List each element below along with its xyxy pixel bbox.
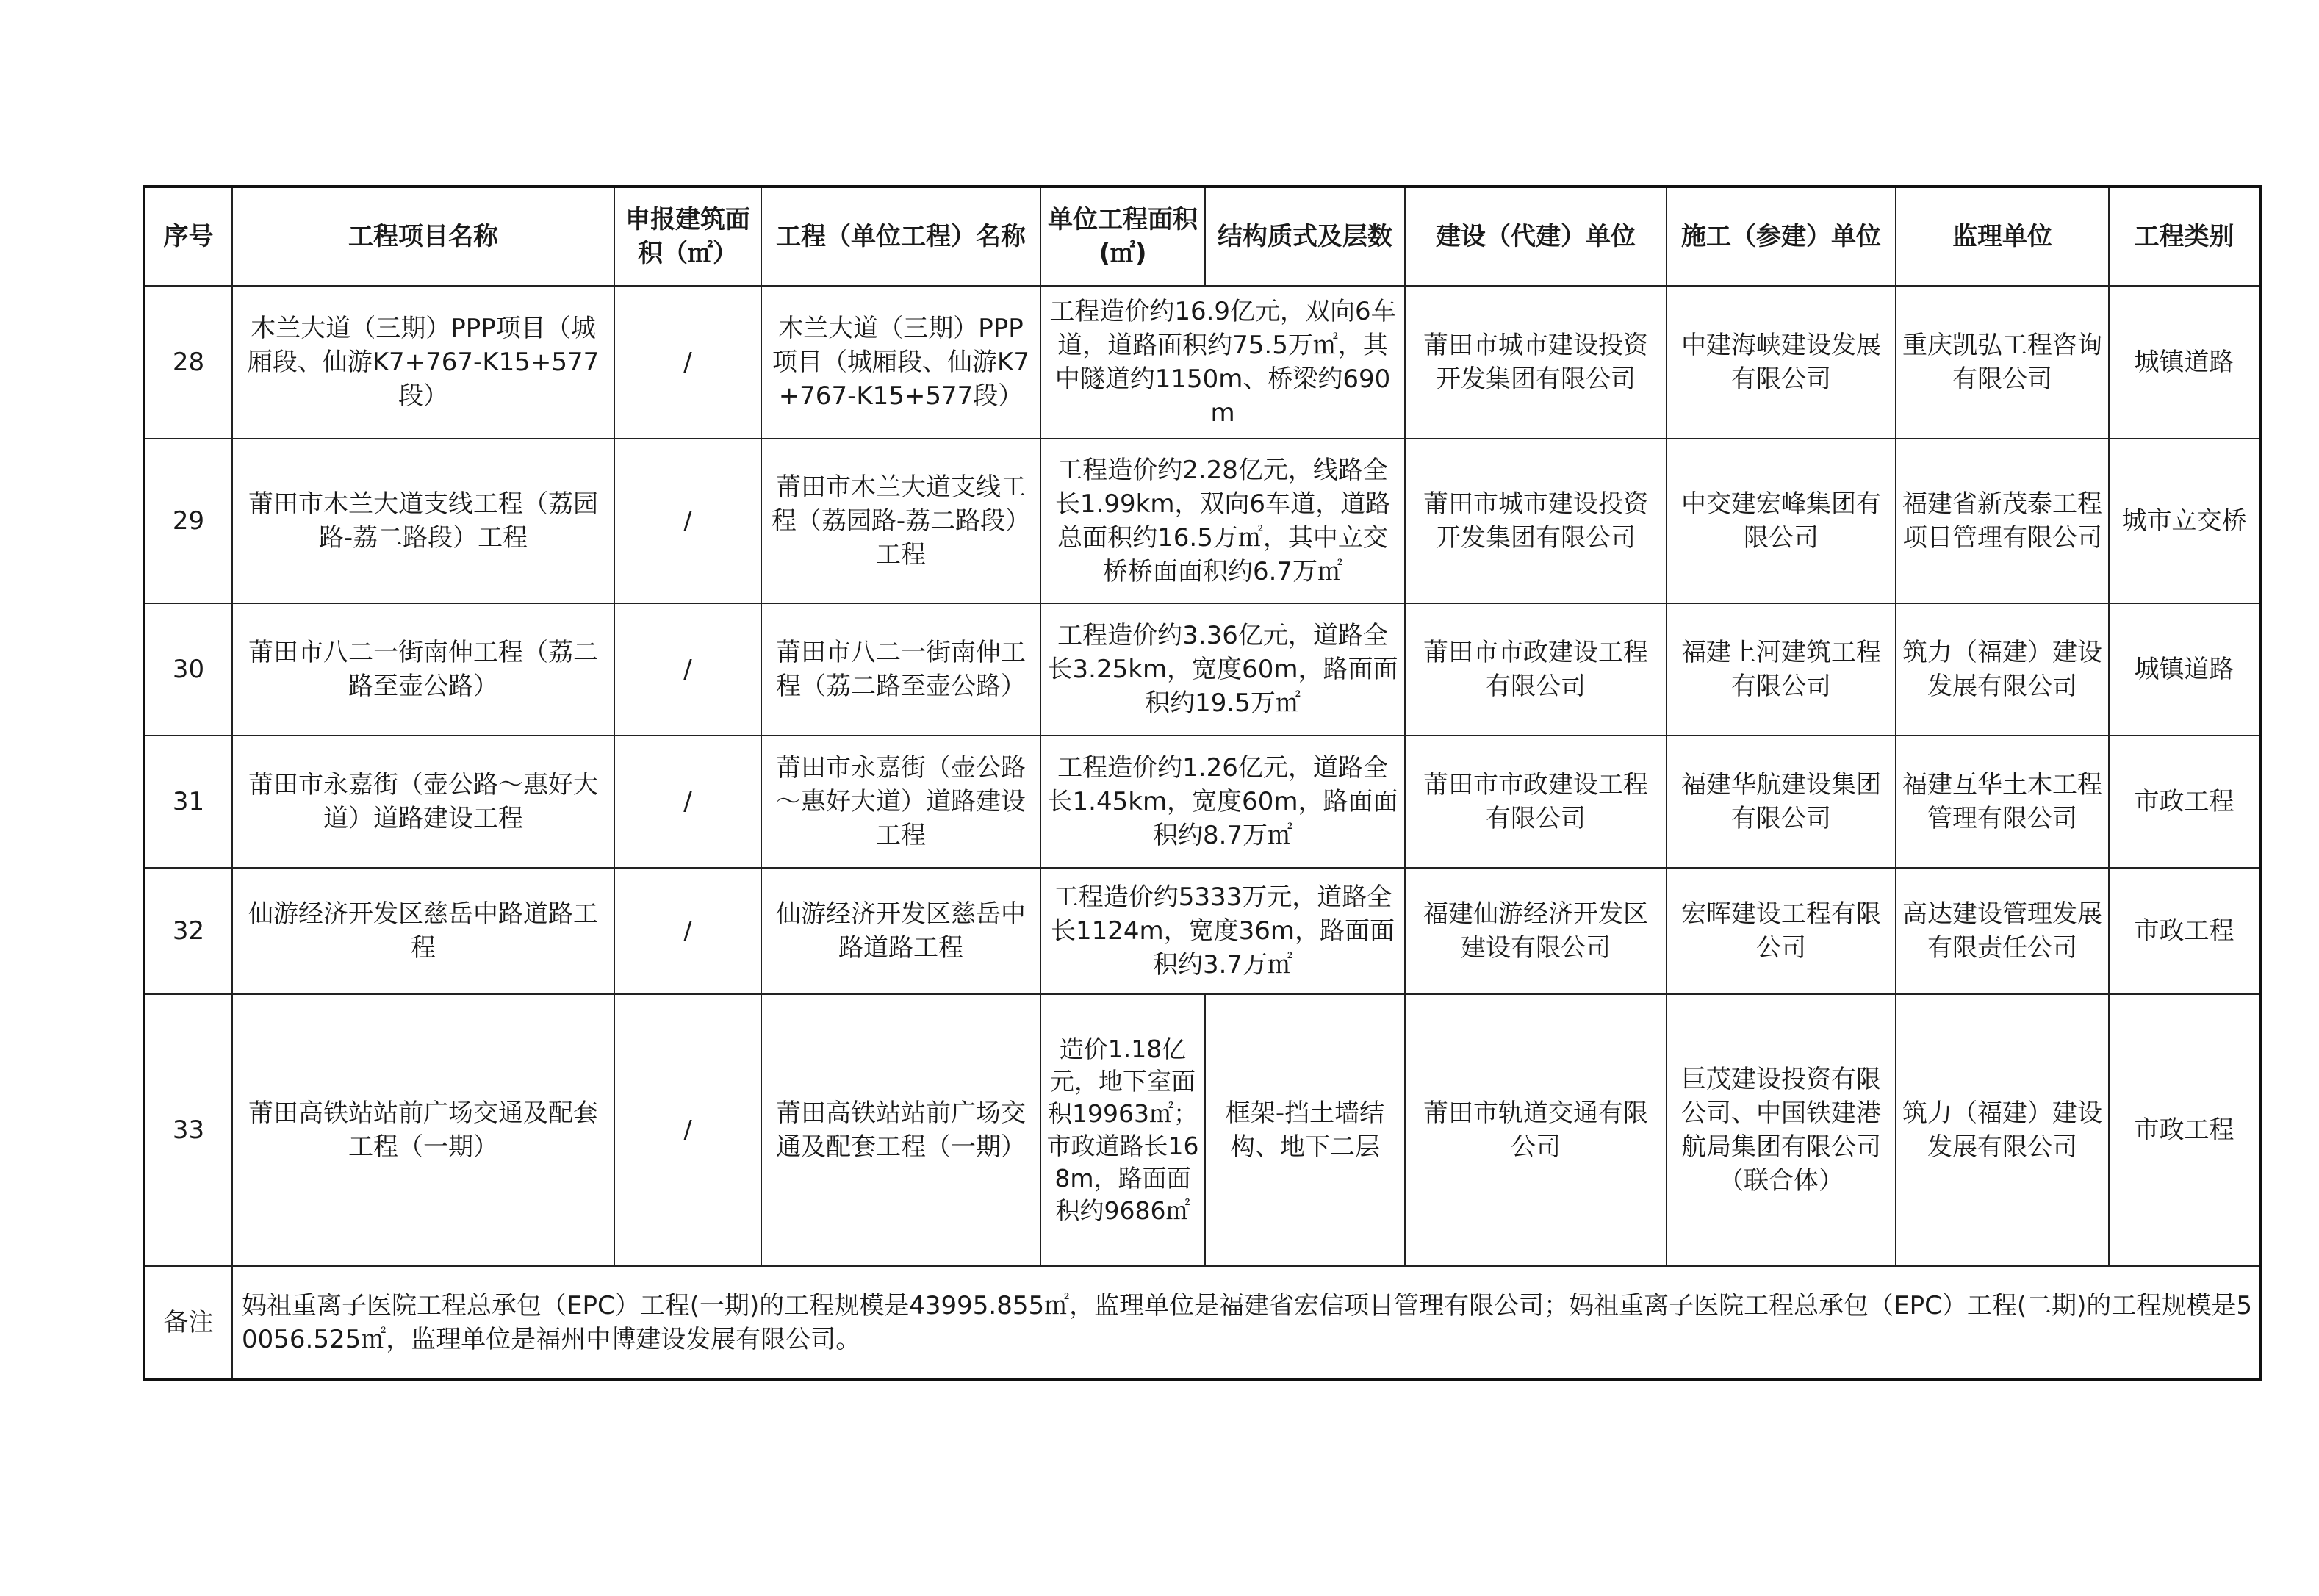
table-row: [144, 439, 2260, 603]
cell-declared-area: /: [614, 286, 761, 439]
remark-row: [144, 1266, 2260, 1380]
cell-scale: 工程造价约5333万元，道路全长1124m，宽度36m，路面面积约3.7万㎡: [1040, 868, 1405, 994]
cell-scale: 工程造价约2.28亿元，线路全长1.99km，双向6车道，道路总面积约16.5万㎡，其中立交桥桥面面积约6.7万㎡: [1040, 439, 1405, 603]
header-declared-area: 申报建筑面积（㎡）: [614, 187, 761, 286]
header-unit-project: 工程（单位工程）名称: [761, 187, 1040, 286]
cell-seq: 29: [144, 439, 232, 603]
cell-constructor: 福建华航建设集团有限公司: [1667, 736, 1896, 868]
header-category: 工程类别: [2109, 187, 2260, 286]
cell-category: 市政工程: [2109, 994, 2260, 1266]
cell-constructor: 巨茂建设投资有限公司、中国铁建港航局集团有限公司（联合体）: [1667, 994, 1896, 1266]
cell-builder: 莆田市市政建设工程有限公司: [1405, 736, 1667, 868]
cell-unit-project: 莆田市木兰大道支线工程（荔园路-荔二路段）工程: [761, 439, 1040, 603]
cell-unit-project: 莆田市八二一街南伸工程（荔二路至壶公路）: [761, 603, 1040, 736]
cell-builder: 莆田市市政建设工程有限公司: [1405, 603, 1667, 736]
cell-category: 市政工程: [2109, 736, 2260, 868]
cell-seq: 33: [144, 994, 232, 1266]
cell-declared-area: /: [614, 736, 761, 868]
cell-category: 城镇道路: [2109, 286, 2260, 439]
cell-supervisor: 福建互华土木工程管理有限公司: [1896, 736, 2109, 868]
cell-declared-area: /: [614, 994, 761, 1266]
cell-category: 城镇道路: [2109, 603, 2260, 736]
cell-unit-area: 造价1.18亿元，地下室面积19963㎡；市政道路长168m，路面面积约9686㎡: [1040, 994, 1205, 1266]
header-supervisor: 监理单位: [1896, 187, 2109, 286]
remark-label: 备注: [144, 1266, 232, 1380]
header-row: [144, 187, 2260, 286]
cell-scale: 工程造价约1.26亿元，道路全长1.45km，宽度60m，路面面积约8.7万㎡: [1040, 736, 1405, 868]
project-table: [143, 185, 2262, 1381]
cell-scale: 工程造价约16.9亿元，双向6车道，道路面积约75.5万㎡，其中隧道约1150m、桥梁约690m: [1040, 286, 1405, 439]
cell-unit-project: 莆田市永嘉街（壶公路～惠好大道）道路建设工程: [761, 736, 1040, 868]
cell-builder: 福建仙游经济开发区建设有限公司: [1405, 868, 1667, 994]
cell-supervisor: 福建省新茂泰工程项目管理有限公司: [1896, 439, 2109, 603]
cell-seq: 28: [144, 286, 232, 439]
cell-seq: 32: [144, 868, 232, 994]
table-row: [144, 286, 2260, 439]
header-builder: 建设（代建）单位: [1405, 187, 1667, 286]
cell-project-name: 莆田高铁站站前广场交通及配套工程（一期）: [232, 994, 614, 1266]
cell-constructor: 中建海峡建设发展有限公司: [1667, 286, 1896, 439]
cell-project-name: 莆田市八二一街南伸工程（荔二路至壶公路）: [232, 603, 614, 736]
cell-supervisor: 重庆凯弘工程咨询有限公司: [1896, 286, 2109, 439]
cell-unit-project: 木兰大道（三期）PPP项目（城厢段、仙游K7+767-K15+577段）: [761, 286, 1040, 439]
cell-project-name: 木兰大道（三期）PPP项目（城厢段、仙游K7+767-K15+577段）: [232, 286, 614, 439]
cell-supervisor: 高达建设管理发展有限责任公司: [1896, 868, 2109, 994]
header-constructor: 施工（参建）单位: [1667, 187, 1896, 286]
table-row: [144, 868, 2260, 994]
project-table-sheet: [143, 185, 2259, 1381]
header-unit-area: 单位工程面积(㎡): [1040, 187, 1205, 286]
cell-seq: 31: [144, 736, 232, 868]
cell-project-name: 仙游经济开发区慈岳中路道路工程: [232, 868, 614, 994]
cell-builder: 莆田市轨道交通有限公司: [1405, 994, 1667, 1266]
cell-constructor: 福建上河建筑工程有限公司: [1667, 603, 1896, 736]
table-row: [144, 736, 2260, 868]
cell-supervisor: 筑力（福建）建设发展有限公司: [1896, 994, 2109, 1266]
cell-project-name: 莆田市永嘉街（壶公路～惠好大道）道路建设工程: [232, 736, 614, 868]
cell-builder: 莆田市城市建设投资开发集团有限公司: [1405, 286, 1667, 439]
cell-project-name: 莆田市木兰大道支线工程（荔园路-荔二路段）工程: [232, 439, 614, 603]
cell-structure: 框架-挡土墙结构、地下二层: [1205, 994, 1405, 1266]
header-project-name: 工程项目名称: [232, 187, 614, 286]
header-seq: 序号: [144, 187, 232, 286]
cell-declared-area: /: [614, 603, 761, 736]
cell-category: 城市立交桥: [2109, 439, 2260, 603]
header-structure: 结构质式及层数: [1205, 187, 1405, 286]
cell-unit-project: 仙游经济开发区慈岳中路道路工程: [761, 868, 1040, 994]
cell-supervisor: 筑力（福建）建设发展有限公司: [1896, 603, 2109, 736]
remark-text: 妈祖重离子医院工程总承包（EPC）工程(一期)的工程规模是43995.855㎡，监理单位是福建省宏信项目管理有限公司；妈祖重离子医院工程总承包（EPC）工程(二期)的工程规模是50056.525㎡，监理单位是福州中博建设发展有限公司。: [232, 1266, 2260, 1380]
cell-builder: 莆田市城市建设投资开发集团有限公司: [1405, 439, 1667, 603]
cell-category: 市政工程: [2109, 868, 2260, 994]
cell-unit-project: 莆田高铁站站前广场交通及配套工程（一期）: [761, 994, 1040, 1266]
table-row: [144, 994, 2260, 1266]
cell-constructor: 宏晖建设工程有限公司: [1667, 868, 1896, 994]
cell-declared-area: /: [614, 439, 761, 603]
cell-declared-area: /: [614, 868, 761, 994]
table-row: [144, 603, 2260, 736]
cell-seq: 30: [144, 603, 232, 736]
cell-scale: 工程造价约3.36亿元，道路全长3.25km，宽度60m，路面面积约19.5万㎡: [1040, 603, 1405, 736]
cell-constructor: 中交建宏峰集团有限公司: [1667, 439, 1896, 603]
